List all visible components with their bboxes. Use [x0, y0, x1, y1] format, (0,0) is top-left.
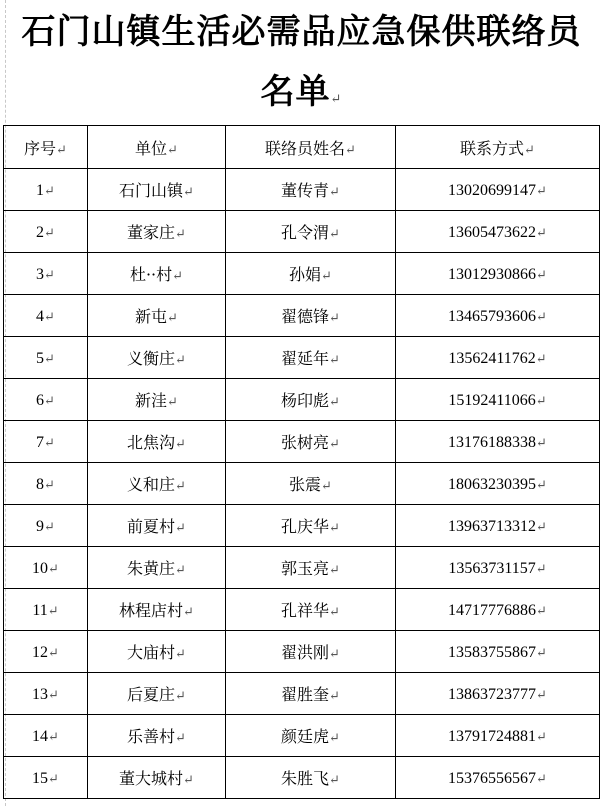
- cell-unit: 林程店村↵: [88, 589, 226, 631]
- cell-seq: 1↵: [4, 169, 88, 211]
- header-seq: 序号↵: [4, 126, 88, 169]
- cell-contact-name: 朱胜飞↵: [226, 757, 396, 799]
- cell-phone: 13791724881↵: [396, 715, 600, 757]
- header-unit: 单位↵: [88, 126, 226, 169]
- cell-contact-name: 杨印彪↵: [226, 379, 396, 421]
- cell-phone: 14717776886↵: [396, 589, 600, 631]
- title-text-1: 石门山镇生活必需品应急保供联络员: [21, 12, 582, 52]
- cell-phone: 13465793606↵: [396, 295, 600, 337]
- table-row: [4, 421, 600, 463]
- title-text-2: 名单: [260, 72, 331, 112]
- cell-seq: 4↵: [4, 295, 88, 337]
- document-title-line-1: [0, 4, 603, 60]
- cell-contact-name: 郭玉亮↵: [226, 547, 396, 589]
- table-row: [4, 379, 600, 421]
- cell-seq: 13↵: [4, 673, 88, 715]
- cell-phone: 15192411066↵: [396, 379, 600, 421]
- cell-seq: 6↵: [4, 379, 88, 421]
- table-row: [4, 337, 600, 379]
- cell-seq: 3↵: [4, 253, 88, 295]
- cell-contact-name: 孙娟↵: [226, 253, 396, 295]
- table-row: [4, 295, 600, 337]
- table-row: [4, 211, 600, 253]
- cell-phone: 13583755867↵: [396, 631, 600, 673]
- cell-contact-name: 孔庆华↵: [226, 505, 396, 547]
- cell-contact-name: 翟延年↵: [226, 337, 396, 379]
- table-body: [4, 169, 600, 799]
- cell-phone: 13563731157↵: [396, 547, 600, 589]
- cell-seq: 15↵: [4, 757, 88, 799]
- cell-unit: 后夏庄↵: [88, 673, 226, 715]
- cell-unit: 义和庄↵: [88, 463, 226, 505]
- cell-seq: 8↵: [4, 463, 88, 505]
- table-row: [4, 505, 600, 547]
- cell-phone: 18063230395↵: [396, 463, 600, 505]
- cell-seq: 11↵: [4, 589, 88, 631]
- cell-unit: 董大城村↵: [88, 757, 226, 799]
- cell-contact-name: 董传青↵: [226, 169, 396, 211]
- cell-unit: 北焦沟↵: [88, 421, 226, 463]
- table-header-row: [4, 126, 600, 169]
- cell-phone: 13863723777↵: [396, 673, 600, 715]
- table-row: [4, 715, 600, 757]
- cell-contact-name: 孔令渭↵: [226, 211, 396, 253]
- cell-unit: 石门山镇↵: [88, 169, 226, 211]
- cell-phone: 13605473622↵: [396, 211, 600, 253]
- cell-unit: 乐善村↵: [88, 715, 226, 757]
- table-row: [4, 757, 600, 799]
- table-row: [4, 673, 600, 715]
- cell-unit: 前夏村↵: [88, 505, 226, 547]
- cell-contact-name: 翟胜奎↵: [226, 673, 396, 715]
- cell-seq: 9↵: [4, 505, 88, 547]
- cell-contact-name: 翟洪刚↵: [226, 631, 396, 673]
- cell-seq: 14↵: [4, 715, 88, 757]
- cell-seq: 10↵: [4, 547, 88, 589]
- cell-unit: 朱黄庄↵: [88, 547, 226, 589]
- cell-unit: 杜··村↵: [88, 253, 226, 295]
- cell-contact-name: 颜廷虎↵: [226, 715, 396, 757]
- cell-contact-name: 翟德锋↵: [226, 295, 396, 337]
- liaison-roster-table: [3, 125, 600, 799]
- cell-phone: 15376556567↵: [396, 757, 600, 799]
- cell-phone: 13020699147↵: [396, 169, 600, 211]
- cell-seq: 2↵: [4, 211, 88, 253]
- table-row: [4, 631, 600, 673]
- cell-phone: 13176188338↵: [396, 421, 600, 463]
- table-row: [4, 589, 600, 631]
- table-row: [4, 169, 600, 211]
- header-phone: 联系方式↵: [396, 126, 600, 169]
- cell-unit: 新洼↵: [88, 379, 226, 421]
- cell-seq: 5↵: [4, 337, 88, 379]
- document-title-line-2: [0, 64, 603, 128]
- cell-seq: 7↵: [4, 421, 88, 463]
- table-row: [4, 253, 600, 295]
- cell-unit: 董家庄↵: [88, 211, 226, 253]
- cell-phone: 13562411762↵: [396, 337, 600, 379]
- cell-phone: 13012930866↵: [396, 253, 600, 295]
- cell-unit: 义衡庄↵: [88, 337, 226, 379]
- table-row: [4, 463, 600, 505]
- cell-contact-name: 张震↵: [226, 463, 396, 505]
- header-name: 联络员姓名↵: [226, 126, 396, 169]
- cell-phone: 13963713312↵: [396, 505, 600, 547]
- table-row: [4, 547, 600, 589]
- cell-unit: 新屯↵: [88, 295, 226, 337]
- cell-contact-name: 张树亮↵: [226, 421, 396, 463]
- cell-seq: 12↵: [4, 631, 88, 673]
- cell-unit: 大庙村↵: [88, 631, 226, 673]
- cell-contact-name: 孔祥华↵: [226, 589, 396, 631]
- paragraph-mark: ↵: [330, 92, 343, 107]
